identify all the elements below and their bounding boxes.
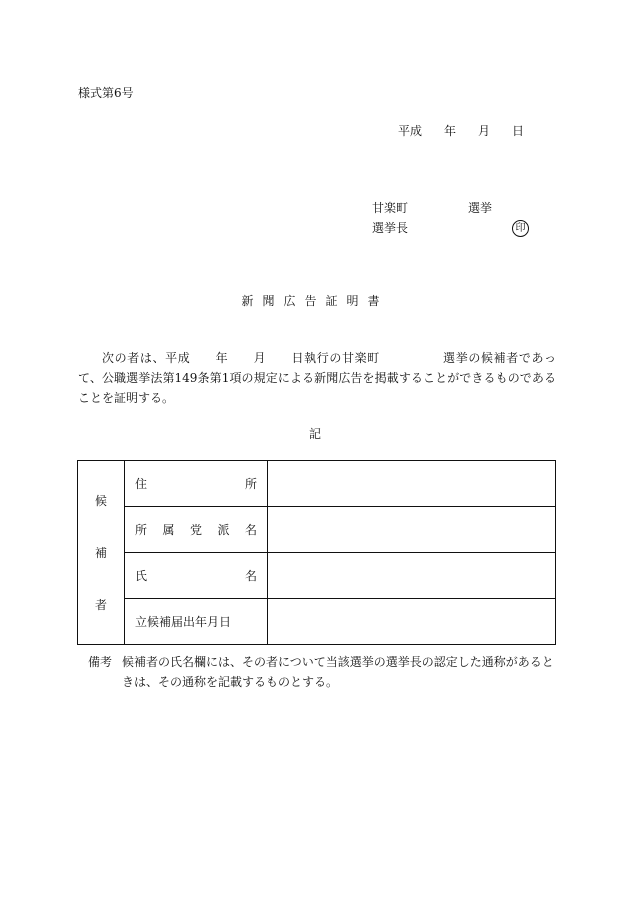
label-char: 属 — [162, 523, 175, 537]
row-label-party — [125, 507, 268, 553]
label-char: 所 — [244, 477, 257, 491]
row-label-address — [125, 461, 268, 507]
date-year: 年 — [444, 124, 457, 138]
remark-line2: きは、その通称を記載するものとする。 — [122, 675, 339, 689]
label-char: 住 — [135, 477, 148, 491]
candidate-table — [77, 460, 556, 645]
remark-label: 備考 — [88, 655, 113, 669]
label-char: 名 — [244, 569, 257, 583]
remark-line1: 候補者の氏名欄には、その者について当該選挙の選挙長の認定した通称があると — [122, 655, 554, 669]
side-label-cell — [78, 461, 125, 645]
date-line — [398, 122, 524, 139]
value-cell-address[interactable] — [268, 461, 556, 507]
table-row — [78, 461, 556, 507]
table-row — [78, 507, 556, 553]
label-char: 名 — [244, 523, 257, 537]
value-cell-party[interactable] — [268, 507, 556, 553]
row-label-filing-date — [125, 599, 268, 645]
side-label-char: 候 — [94, 493, 107, 508]
table-row — [78, 553, 556, 599]
row-label-name — [125, 553, 268, 599]
side-label-char: 補 — [94, 545, 107, 560]
table-row — [78, 599, 556, 645]
date-day: 日 — [512, 124, 525, 138]
label-char: 所 — [135, 523, 148, 537]
body-text: 次の者は、平成 年 月 日執行の甘楽町 選挙の候補者であって、公職選挙法第149条第1項の規定による新聞広告を掲載することができるものであることを証明する。 — [78, 351, 556, 405]
value-cell-filing-date[interactable] — [268, 599, 556, 645]
addressee-block — [372, 198, 532, 238]
date-era: 平成 — [398, 124, 423, 138]
label-char: 党 — [189, 523, 202, 537]
label-char: 派 — [217, 523, 230, 537]
date-month: 月 — [478, 124, 491, 138]
form-number: 様式第6号 — [78, 86, 134, 100]
value-cell-name[interactable] — [268, 553, 556, 599]
addressee-title: 選挙長 — [372, 221, 409, 235]
addressee-town: 甘楽町 — [372, 201, 409, 215]
document-title: 新聞広告証明書 — [241, 294, 389, 308]
addressee-election: 選挙 — [468, 201, 493, 215]
seal-mark: 印 — [512, 220, 529, 237]
label-char: 氏 — [135, 569, 148, 583]
ki-heading: 記 — [308, 427, 321, 441]
remark-block — [88, 652, 554, 692]
label-text: 立候補届出年月日 — [135, 615, 232, 629]
side-label-char: 者 — [94, 597, 107, 612]
